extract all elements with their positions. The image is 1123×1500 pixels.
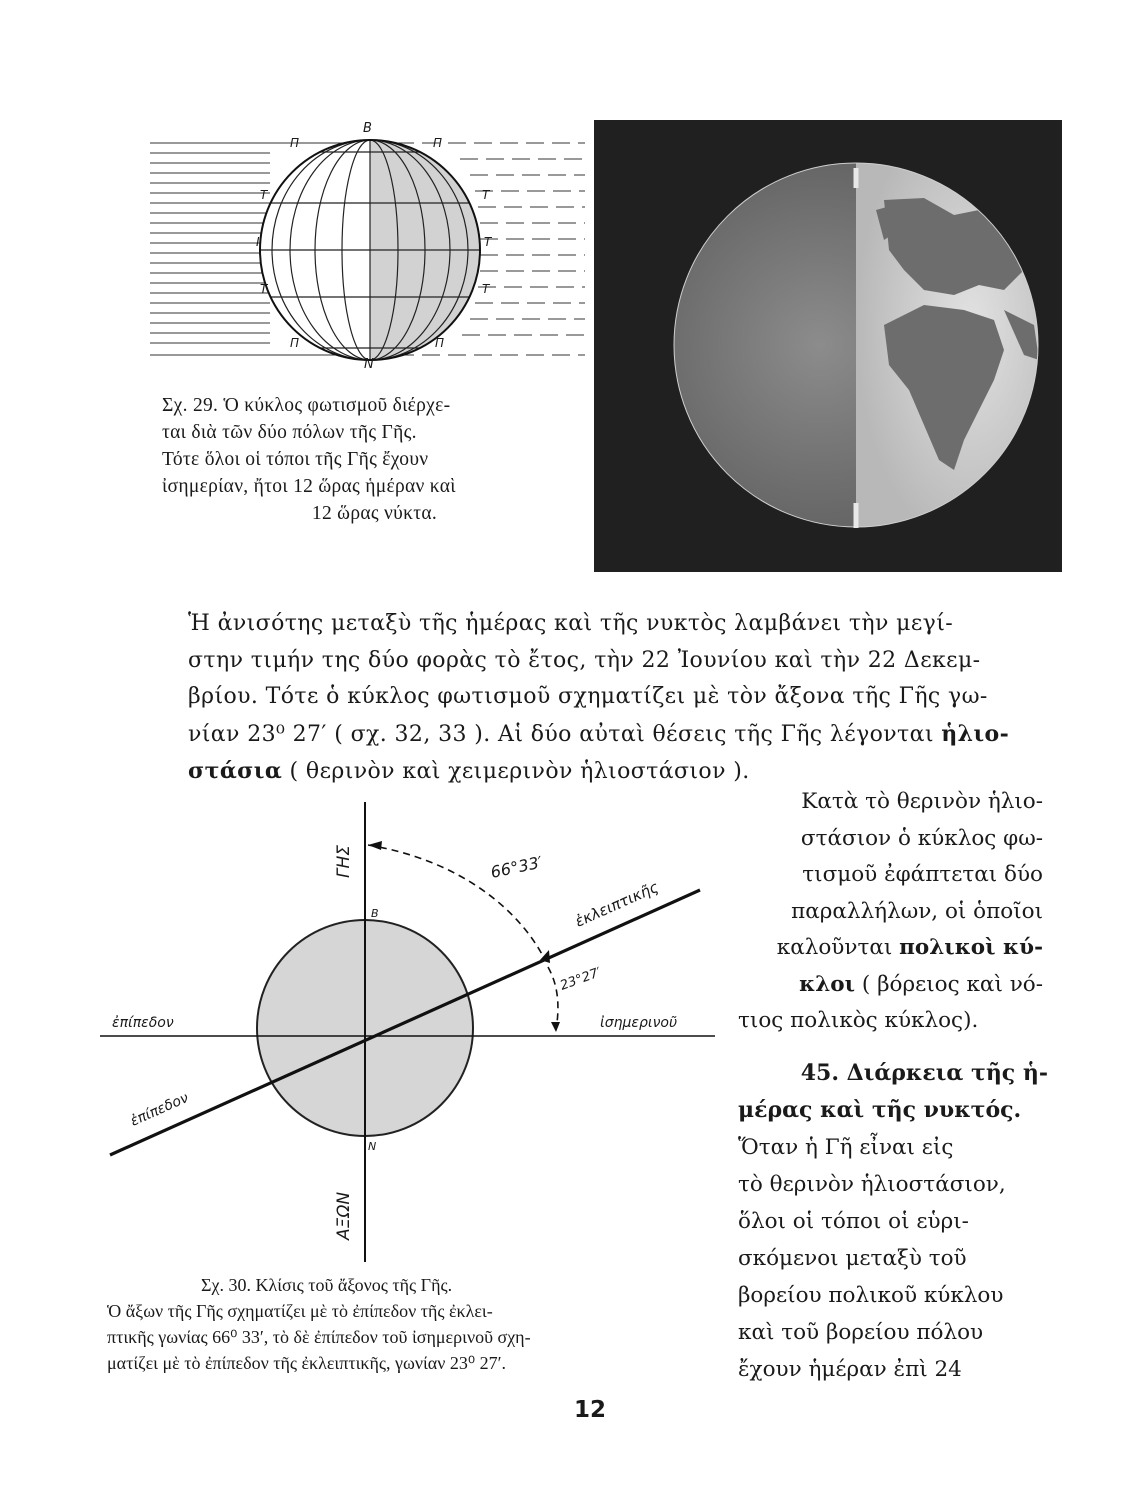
angle-66-label: 66°33′ [488, 852, 545, 882]
section-45: 45. Διάρκεια τῆς ἡ- μέρας καὶ τῆς νυκτός. Ὅταν ἡ Γῆ εἶναι εἰς τὸ θερινὸν ἡλιοστάσιον, ὅλοι οἱ τόποι οἱ εὑρι- σκόμενοι μεταξὺ τοῦ βορείου πολικοῦ κύκλου καὶ τοῦ βορείου πόλου ἔχουν ἡμέραν ἐπὶ 24 [738, 1055, 1048, 1388]
side-paragraph: Κατὰ τὸ θερινὸν ἡλιο- στάσιον ὁ κύκλος φω- τισμοῦ ἐφάπτεται δύο παραλλήλων, οἱ ὁποῖοι καλοῦνται πολικοὶ κύ- κλοι ( βόρειος καὶ νό- τιος πολικὸς κύκλος). [738, 789, 1043, 1033]
globe-tropic-label-sw: T [260, 282, 268, 296]
axis-bottom-label: ΑΞΩΝ [334, 1191, 354, 1240]
globe-south-label: N [364, 357, 374, 372]
globe-tropic-label-ne: T [482, 188, 490, 202]
figure-30-diagram [100, 800, 720, 1270]
page-number: 12 [573, 1397, 606, 1423]
earth-photo [594, 120, 1062, 572]
main-paragraph: Ἡ ἀνισότης μεταξὺ τῆς ἡμέρας καὶ τῆς νυκτὸς λαμβάνει τὴν μεγί- στην τιμήν της δύο φορὰς τὸ ἔτος, τὴν 22 Ἰουνίου καὶ τὴν 22 Δεκεμ- βρίου. Τότε ὁ κύκλος φωτισμοῦ σχηματίζει μὲ τὸν ἄξονα τῆς Γῆς γω- νίαν 23⁰ 27′ ( σχ. 32, 33 ). Αἱ δύο αὐταὶ θέσεις τῆς Γῆς λέγονται ἡλιο- στάσια ( θερινὸν καὶ χειμερινὸν ἡλιοστάσιον ). [188, 611, 1010, 784]
term-polar-circles: πολικοὶ κύ- [899, 935, 1043, 960]
angle-23-label: 23°27′ [558, 965, 604, 994]
figure-29-caption: Σχ. 29. Ὁ κύκλος φωτισμοῦ διέρχε- ται διὰ τῶν δύο πόλων τῆς Γῆς. Τότε ὅλοι οἱ τόποι τῆς Γῆς ἔχουν ἰσημερίαν, ἤτοι 12 ὥρας ἡμέραν καὶ 12 ὥρας νύκτα. [162, 395, 456, 524]
ecliptic-label: ἐκλειπτικῆς [572, 877, 662, 931]
globe-north-label: B [363, 121, 372, 136]
globe-tropic-label-nw: T [260, 188, 268, 202]
disk-south-label: Ν [368, 1140, 377, 1153]
globe-polar-label-se: Π [435, 336, 445, 350]
plane-left-label: ἐπίπεδον [112, 1015, 174, 1031]
axis-top-label: ΓΗΣ [334, 845, 354, 878]
disk-north-label: Β [371, 907, 379, 920]
globe-polar-label-sw: Π [290, 336, 300, 350]
section-heading: 45. Διάρκεια τῆς ἡ- [800, 1060, 1048, 1086]
equator-label: ἰσημερινοῦ [600, 1015, 678, 1031]
figure-30-caption: Σχ. 30. Κλίσις τοῦ ἄξονος τῆς Γῆς. Ὁ ἄξων τῆς Γῆς σχηματίζει μὲ τὸ ἐπίπεδον τῆς ἐκλει- πτικῆς γωνίας 66⁰ 33′, τὸ δὲ ἐπίπεδον τοῦ ἰσημερινοῦ σχη- ματίζει μὲ τὸ ἐπίπεδον τῆς ἐκλειπτικῆς, γωνίαν 23⁰ 27′. [107, 1275, 531, 1373]
globe-tropic-label-se: T [482, 282, 490, 296]
globe-polar-label-nw: Π [290, 136, 300, 150]
globe-equator-label-w: I [256, 235, 260, 249]
globe-polar-label-ne: Π [433, 136, 443, 150]
term-heliostasia: ἡλιο- [941, 720, 1010, 747]
figure-29-diagram [150, 115, 590, 375]
globe-equator-label-e: T [484, 235, 492, 249]
plane-oblique-label: ἐπίπεδον [128, 1089, 191, 1130]
